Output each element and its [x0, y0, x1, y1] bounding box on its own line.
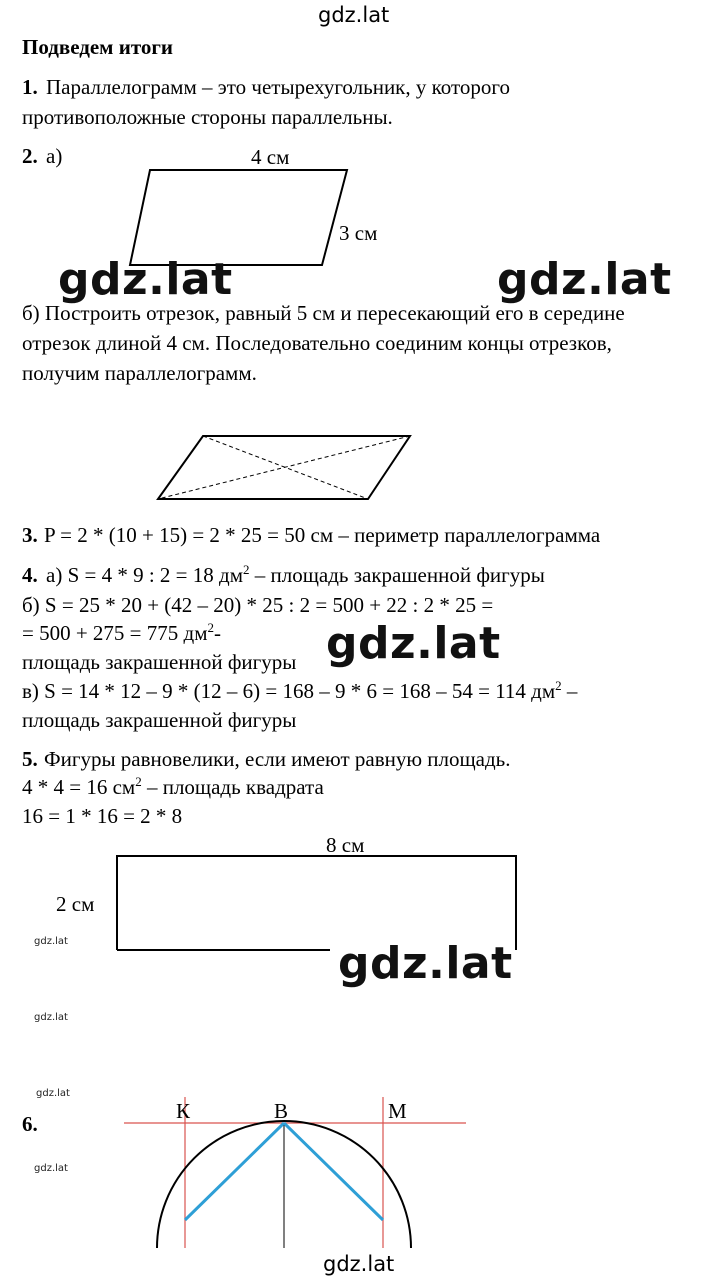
chord-right: [284, 1123, 383, 1220]
item-4c-pre: в) S = 14 * 12 – 9 * (12 – 6) = 168 – 9 * 6 = 168 – 54 = 114 дм: [22, 679, 556, 703]
watermark-small-4: gdz.lat: [34, 1163, 68, 1174]
item-6-number: 6.: [22, 1112, 38, 1136]
item-4b-sup: 2: [207, 620, 215, 635]
item-2a-label: а): [46, 144, 63, 168]
item-4b-line2: [22, 619, 221, 647]
item-5-line1: Фигуры равновелики, если имеют равную площадь.: [44, 747, 511, 771]
parallelogram-a: [130, 170, 347, 265]
item-5-line3: 16 = 1 * 16 = 2 * 8: [22, 804, 183, 828]
watermark-big-4: gdz.lat: [338, 938, 513, 989]
chord-left: [185, 1123, 284, 1220]
item-4-number: 4.: [22, 563, 38, 587]
item-4b-post: -: [214, 621, 222, 645]
point-m-label: М: [388, 1099, 407, 1123]
point-b-label: В: [274, 1099, 289, 1123]
item-2b-line2: отрезок длиной 4 см. Последовательно соединим концы отрезков,: [22, 331, 612, 355]
item-4b-line1: б) S = 25 * 20 + (42 – 20) * 25 : 2 = 500 + 22 : 2 * 25 =: [22, 593, 494, 617]
item-2-number: 2.: [22, 144, 38, 168]
item-1-number: 1.: [22, 75, 38, 99]
section-heading: Подведем итоги: [22, 35, 174, 59]
item-4c-line1: [22, 677, 577, 705]
item-1-text-line2: противоположные стороны параллельны.: [22, 105, 393, 129]
item-4c-line2: площадь закрашенной фигуры: [22, 708, 297, 732]
item-5-sup: 2: [135, 774, 142, 789]
watermark-big-3: gdz.lat: [326, 618, 501, 669]
rectangle-side-label: 2 см: [56, 892, 95, 916]
item-4a-sup: 2: [243, 562, 250, 577]
item-5-post: – площадь квадрата: [141, 775, 324, 799]
item-4a-text: [46, 561, 545, 589]
watermark-big-2: gdz.lat: [497, 254, 672, 305]
item-2b-line3: получим параллелограмм.: [22, 361, 257, 385]
item-5-pre: 4 * 4 = 16 см: [22, 775, 136, 799]
watermark-small-1: gdz.lat: [34, 936, 68, 947]
item-2b-line1: б) Построить отрезок, равный 5 см и пересекающий его в середине: [22, 301, 625, 325]
item-4c-sup: 2: [555, 678, 562, 693]
point-k-label: К: [176, 1099, 191, 1123]
item-4b-line3: площадь закрашенной фигуры: [22, 650, 297, 674]
watermark-big-1: gdz.lat: [58, 254, 233, 305]
item-5-number: 5.: [22, 747, 38, 771]
item-4c-post: –: [561, 679, 578, 703]
watermark-small-2: gdz.lat: [34, 1012, 68, 1023]
item-4b-pre: = 500 + 275 = 775 дм: [22, 621, 208, 645]
item-4a-post: – площадь закрашенной фигуры: [249, 563, 545, 587]
rectangle-top-label: 8 см: [326, 833, 365, 857]
watermark-small-3: gdz.lat: [36, 1088, 70, 1099]
parallelogram-side-label: 3 см: [339, 221, 378, 245]
item-4a-pre: а) S = 4 * 9 : 2 = 18 дм: [46, 563, 243, 587]
item-1-text-line1: Параллелограмм – это четырехугольник, у которого: [46, 75, 510, 99]
parallelogram-top-label: 4 см: [251, 145, 290, 169]
watermark-top: gdz.lat: [318, 3, 390, 27]
item-5-line2: [22, 773, 324, 801]
item-3-text: P = 2 * (10 + 15) = 2 * 25 = 50 см – периметр параллелограмма: [44, 523, 601, 547]
watermark-bottom: gdz.lat: [323, 1252, 395, 1276]
rectangle-8x2: [117, 856, 516, 950]
item-3-number: 3.: [22, 523, 38, 547]
